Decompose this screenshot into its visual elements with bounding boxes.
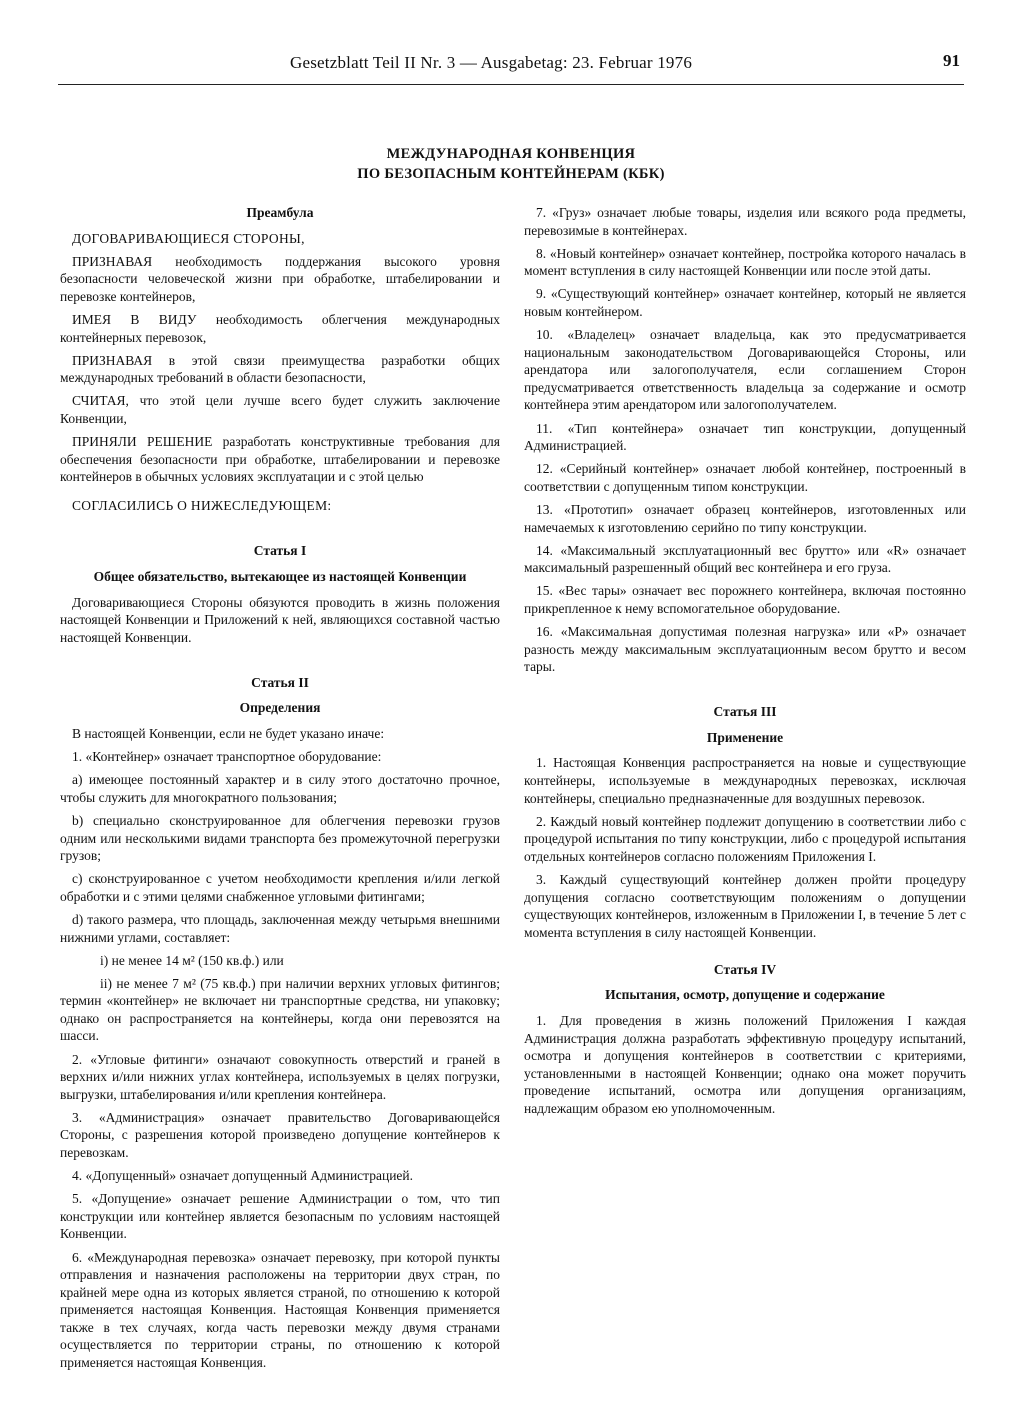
paragraph: СОГЛАСИЛИСЬ О НИЖЕСЛЕДУЮЩЕМ: [72,498,332,514]
preamble-heading: Преамбула [246,205,314,220]
definition: 10. «Владелец» означает владельца, как это предусматривается национальным законодательством Договаривающейся Стороны, или арендатора или залогополучателя, если соглашением Сторон предусматривается ответственность владельца за содержание и осмотр контейнера этим арендатором или залогополучателем. [524,327,966,413]
paragraph: ПРИНЯЛИ РЕШЕНИЕ разработать конструктивные требования для обеспечения безопасности при обработке, штабелировании и перевозке контейнеров в обычных условиях эксплуатации и с этой целью [60,434,500,485]
definition: 7. «Груз» означает любые товары, изделия или всякого рода предметы, перевозимые в контейнерах. [524,205,966,238]
article-heading: Статья I [253,543,307,559]
definition-item: c) сконструированное с учетом необходимости крепления и/или легкой обработки и с этими целями снабженное угловыми фитингами; [60,871,500,904]
paragraph: Договаривающиеся Стороны обязуются проводить в жизнь положения настоящей Конвенции и Приложений к ней, являющихся составной частью настоящей Конвенции. [60,594,500,645]
article-heading: Статья III [713,704,777,720]
definition-subitem: i) не менее 14 м² (150 кв.ф.) или [100,952,284,968]
article-subheading: Применение [706,729,784,745]
definition: 14. «Максимальный эксплуатационный вес брутто» или «R» означает максимальный разрешенный общий вес контейнера и его груза. [524,542,966,576]
header-title: Gesetzblatt Teil II Nr. 3 — Ausgabetag: 23. Februar 1976 [290,53,693,72]
title-line-1: МЕЖДУНАРОДНАЯ КОНВЕНЦИЯ [386,146,636,162]
paragraph: ПРИЗНАВАЯ в этой связи преимущества разработки общих международных требований в области безопасности, [60,352,500,386]
right-column [524,204,966,1123]
definition-item: b) специально сконструированное для облегчения перевозки грузов одним или несколькими видами транспорта без промежуточной перегрузки грузов; [60,812,500,864]
running-header [58,50,964,85]
paragraph: В настоящей Конвенции, если не будет указано иначе: [72,726,385,742]
definition: 8. «Новый контейнер» означает контейнер, постройка которого началась в момент вступления в силу настоящей Конвенции или после этой даты. [524,245,966,279]
title-line-2: ПО БЕЗОПАСНЫМ КОНТЕЙНЕРАМ (КБК) [357,166,665,182]
paragraph: ПРИЗНАВАЯ необходимость поддержания высокого уровня безопасности человеческой жизни при обработке, штабелировании и перевозке контейнеров, [60,253,500,304]
paragraph: 3. Каждый существующий контейнер должен пройти процедуру допущения согласно соответствующим положениям о допущении существующих контейнеров, изложенным в Приложении I, в течение 5 лет с момента вступления в силу настоящей Конвенции. [524,872,966,940]
definition: 16. «Максимальная допустимая полезная нагрузка» или «P» означает разность между максимальным эксплуатационным весом брутто и весом тары. [524,623,966,675]
article-heading: Статья II [251,674,309,690]
left-column [60,204,500,1377]
article-subheading: Общее обязательство, вытекающее из настоящей Конвенции [93,569,467,584]
definition: 12. «Серийный контейнер» означает любой контейнер, построенный в соответствии с допущенным типом конструкции. [524,461,966,494]
definition: 5. «Допущение» означает решение Администрации о том, что тип конструкции или контейнер является безопасным по условиям настоящей Конвенции. [60,1191,500,1242]
definition: 3. «Администрация» означает правительство Договаривающейся Стороны, с разрешения которой произведено допущение контейнеров к перевозкам. [60,1109,500,1161]
definition: 9. «Существующий контейнер» означает контейнер, который не является новым контейнером. [524,286,966,319]
definition: 13. «Прототип» означает образец контейнеров, изготовленных или намечаемых к изготовлению серийно по типу конструкции. [524,501,966,535]
document-title [58,144,964,184]
paragraph: 1. Настоящая Конвенция распространяется на новые и существующие контейнеры, используемые в международных перевозках, исключая контейнеры, специально предназначенные для воздушных перевозок. [524,755,966,806]
definition: 6. «Международная перевозка» означает перевозку, при которой пункты отправления и назначения расположены на территории двух стран, по крайней мере одна из которых является страной, по отношению к которой применяется настоящая Конвенция. Настоящая Конвенция применяется также в тех случаях, когда часть перевозки между двумя странами осуществляется по территории страны, по отношению к которой применяется настоящая Конвенция. [60,1249,500,1371]
page-number: 91 [943,51,960,70]
definition-item: d) такого размера, что площадь, заключенная между четырьмя внешними нижними углами, составляет: [60,911,500,945]
definition: 4. «Допущенный» означает допущенный Администрацией. [72,1168,414,1184]
paragraph: ДОГОВАРИВАЮЩИЕСЯ СТОРОНЫ, [72,230,305,246]
article-subheading: Испытания, осмотр, допущение и содержание [605,987,885,1003]
definition: 1. «Контейнер» означает транспортное оборудование: [72,749,382,765]
paragraph: СЧИТАЯ, что этой цели лучше всего будет служить заключение Конвенции, [60,393,500,426]
article-heading: Статья IV [713,961,777,977]
definition-item: a) имеющее постоянный характер и в силу этого достаточно прочное, чтобы служить для многократного пользования; [60,772,500,805]
definition: 2. «Угловые фитинги» означают совокупность отверстий и граней в верхних и/или нижних углах контейнера, используемых в целях погрузки, выгрузки, штабелирования и/или крепления контейнера. [60,1051,500,1102]
definition-subitem: ii) не менее 7 м² (75 кв.ф.) при наличии верхних угловых фитингов; термин «контейнер» не включает ни транспортные средства, ни упаковку; однако он распространяется на контейнеры, когда они перевозятся на шасси. [60,975,500,1044]
definition: 11. «Тип контейнера» означает тип конструкции, допущенный Администрацией. [524,420,966,454]
article-subheading: Определения [239,700,321,716]
paragraph: ИМЕЯ В ВИДУ необходимость облегчения международных контейнерных перевозок, [60,311,500,345]
definition: 15. «Вес тары» означает вес порожнего контейнера, включая постоянно прикрепленное к нему вспомогательное оборудование. [524,583,966,616]
paragraph: 2. Каждый новый контейнер подлежит допущению в соответствии либо с процедурой испытания по типу конструкции, либо с процедурой испытания отдельных контейнеров согласно положениям Приложения I. [524,813,966,864]
paragraph: 1. Для проведения в жизнь положений Приложения I каждая Администрация должна разработать эффективную процедуру испытаний, осмотра и допущения контейнеров в соответствии с критериями, установленными в настоящей Конвенции; однако она может поручить проведение испытаний, осмотра или допущения организациям, надлежащим образом ею уполномоченным. [524,1013,966,1117]
